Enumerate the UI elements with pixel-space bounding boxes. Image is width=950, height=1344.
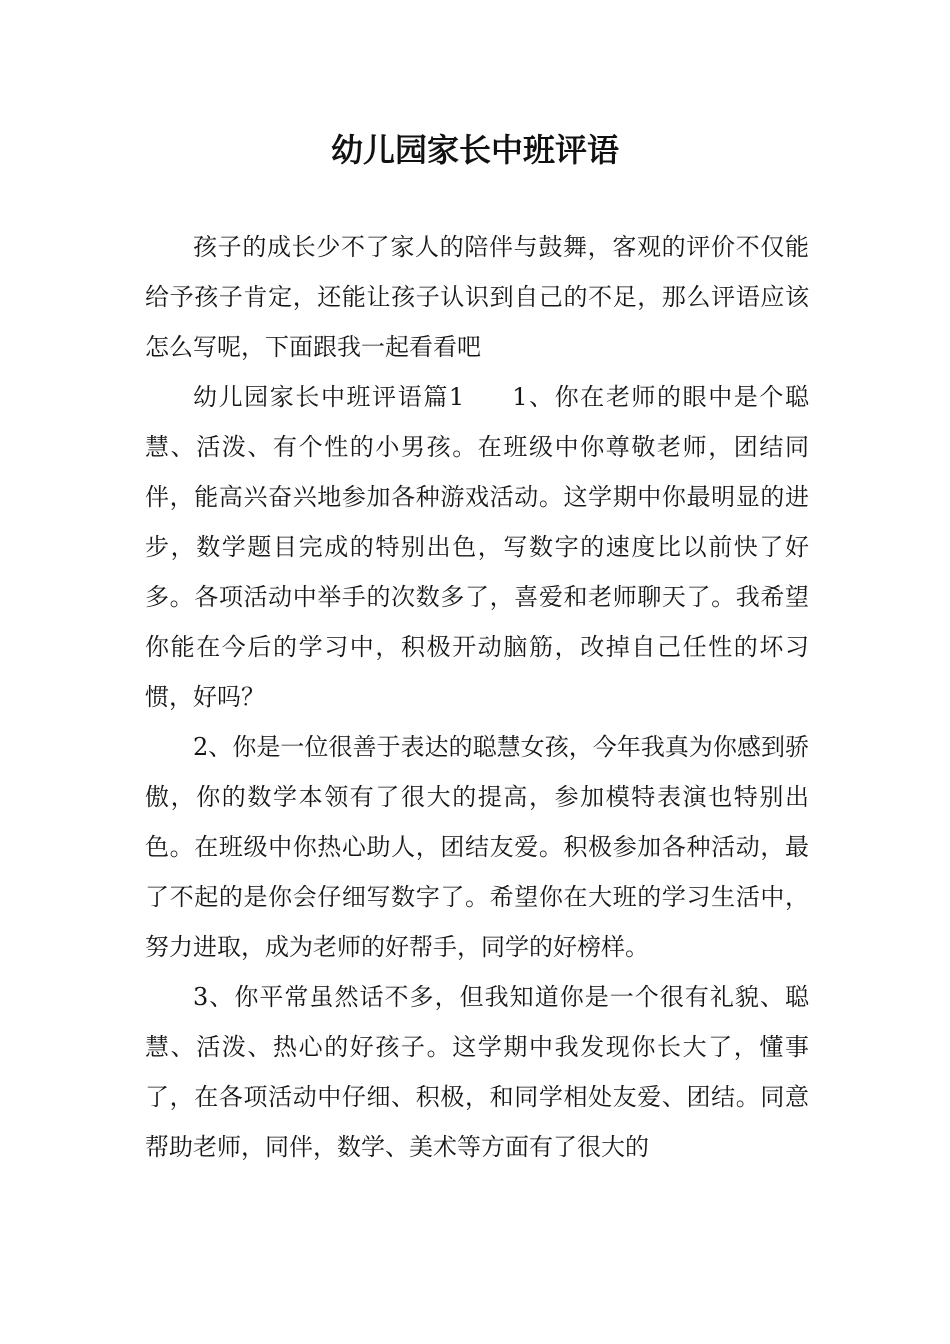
section-heading: 幼儿园家长中班评语篇1 — [193, 383, 465, 411]
intro-paragraph: 孩子的成长少不了家人的陪伴与鼓舞，客观的评价不仅能给予孩子肯定，还能让孩子认识到自己的不足，那么评语应该怎么写呢，下面跟我一起看看吧 — [145, 233, 809, 361]
document-body — [145, 222, 809, 1172]
section-first-paragraph — [145, 372, 809, 722]
comment-3: 3、你平常虽然话不多，但我知道你是一个很有礼貌、聪慧、活泼、热心的好孩子。这学期中我发现你长大了，懂事了，在各项活动中仔细、积极，和同学相处友爱、团结。同意帮助老师，同伴，数学、美术等方面有了很大的 — [145, 983, 809, 1161]
comment-2: 2、你是一位很善于表达的聪慧女孩，今年我真为你感到骄傲，你的数学本领有了很大的提高，参加模特表演也特别出色。在班级中你热心助人，团结友爱。积极参加各种活动，最了不起的是你会仔细写数字了。希望你在大班的学习生活中，努力进取，成为老师的好帮手，同学的好榜样。 — [145, 733, 809, 961]
document-title: 幼儿园家长中班评语 — [330, 131, 619, 169]
comment-1: 1、你在老师的眼中是个聪慧、活泼、有个性的小男孩。在班级中你尊敬老师，团结同伴，能高兴奋兴地参加各种游戏活动。这学期中你最明显的进步，数学题目完成的特别出色，写数字的速度比以前快了好多。各项活动中举手的次数多了，喜爱和老师聊天了。我希望你能在今后的学习中，积极开动脑筋，改掉自己任性的坏习惯，好吗？ — [145, 383, 809, 711]
